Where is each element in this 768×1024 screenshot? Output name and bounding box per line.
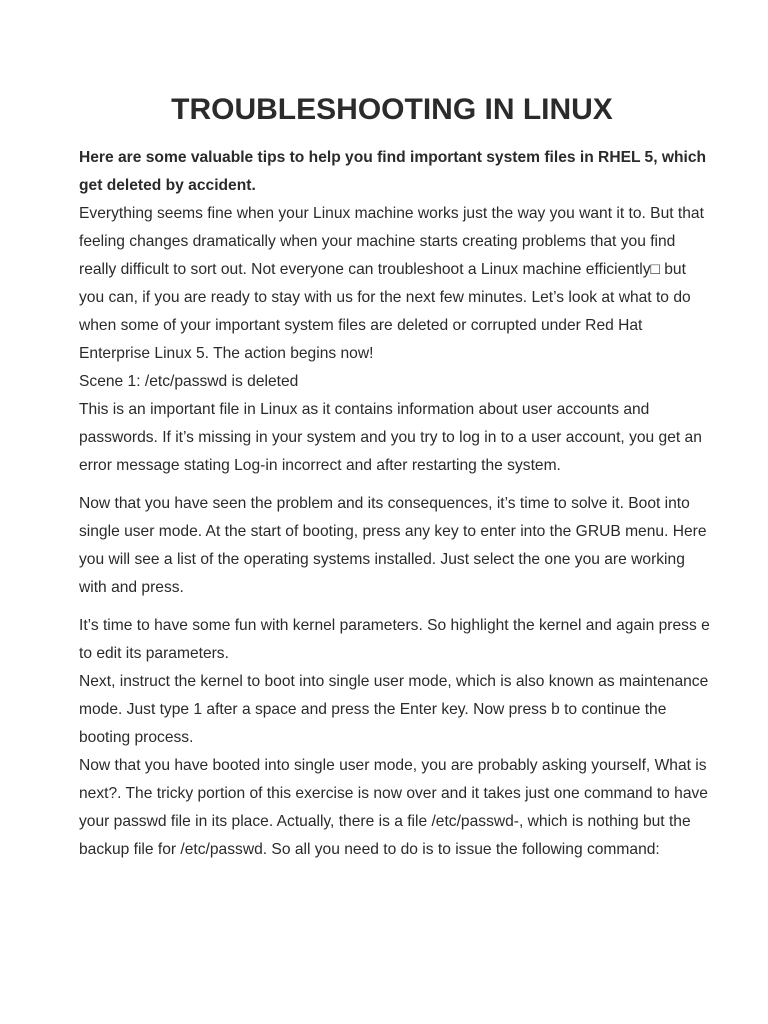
paragraph-boot-single-user: Now that you have seen the problem and its consequences, it’s time to solve it. Boot into single user mode. At the start of booting, press any key to enter into the GRUB menu. Here you will see a list of the operating systems installed. Just select the one you are working with and press. [79,495,707,596]
page-title: TROUBLESHOOTING IN LINUX [171,93,613,126]
paragraph-kernel-parameters: It’s time to have some fun with kernel parameters. So highlight the kernel and again press e to edit its parameters. [79,617,710,662]
paragraph-overview: Everything seems fine when your Linux machine works just the way you want it to. But that feeling changes dramatically when your machine starts creating problems that you find really difficult to sort out. Not everyone can troubleshoot a Linux machine efficiently□ but you can, if you are ready to stay with us for the next few minutes. Let’s look at what to do when some of your important system files are deleted or corrupted under Red Hat Enterprise Linux 5. The action begins now! [79,205,704,362]
scene-heading: Scene 1: /etc/passwd is deleted [79,373,299,390]
intro-paragraph: Here are some valuable tips to help you find important system files in RHEL 5, which get deleted by accident. [79,149,707,194]
article-body [79,144,711,864]
paragraph-maintenance-mode: Next, instruct the kernel to boot into single user mode, which is also known as maintenance mode. Just type 1 after a space and press the Enter key. Now press b to continue the booting process. [79,673,709,746]
paragraph-restore-passwd: Now that you have booted into single user mode, you are probably asking yourself, What is next?. The tricky portion of this exercise is now over and it takes just one command to have your passwd file in its place. Actually, there is a file /etc/passwd-, which is nothing but the backup file for /etc/passwd. So all you need to do is to issue the following command: [79,757,708,858]
paragraph-passwd-description: This is an important file in Linux as it contains information about user accounts and passwords. If it’s missing in your system and you try to log in to a user account, you get an error message stating Log-in incorrect and after restarting the system. [79,401,702,474]
